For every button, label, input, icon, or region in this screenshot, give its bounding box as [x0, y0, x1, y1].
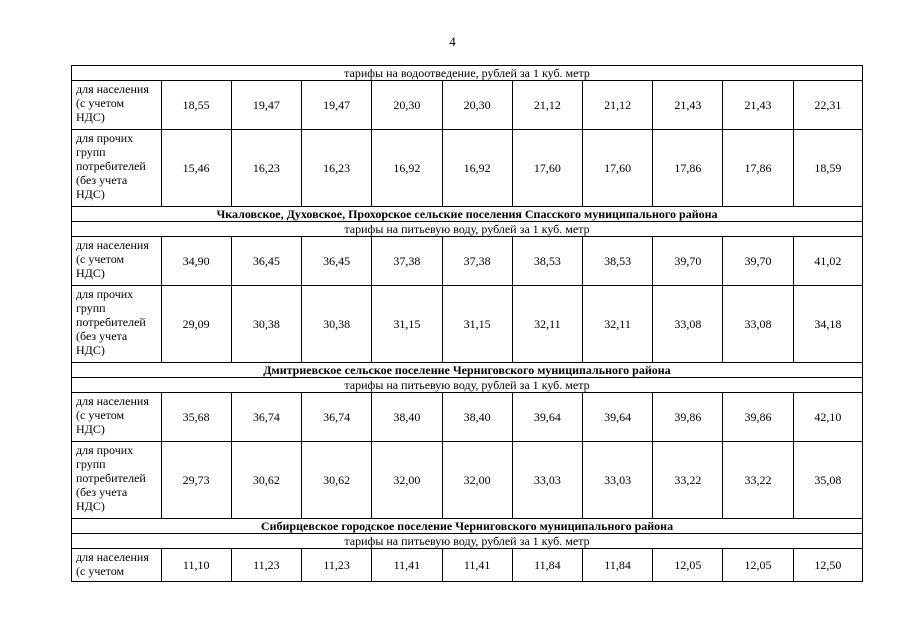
tariff-value-cell: 39,86: [723, 393, 793, 442]
tariff-value-cell: 22,31: [793, 81, 862, 130]
tariff-value-cell: 36,45: [302, 237, 372, 286]
label-line: (без учета: [76, 485, 128, 499]
tariff-value-cell: 31,15: [372, 286, 442, 363]
tariff-value-cell: 33,08: [653, 286, 723, 363]
tariff-value-cell: 17,86: [653, 130, 723, 207]
tariff-value-cell: 32,11: [512, 286, 582, 363]
consumer-group-label: [72, 549, 162, 582]
tariff-value-cell: 36,45: [231, 237, 301, 286]
section-header-row: [72, 363, 863, 378]
label-line: НДС): [76, 187, 105, 201]
tariff-value-cell: 29,73: [161, 442, 231, 519]
tariff-value-cell: 16,92: [442, 130, 512, 207]
tariff-value-cell: 11,23: [231, 549, 301, 582]
table-row: [72, 81, 863, 130]
label-line: групп: [76, 145, 106, 159]
label-line: (с учетом: [76, 408, 125, 422]
table-row: [72, 442, 863, 519]
tariff-value-cell: 12,05: [723, 549, 793, 582]
tariff-value-cell: 30,38: [302, 286, 372, 363]
tariff-value-cell: 11,84: [582, 549, 652, 582]
label-line: НДС): [76, 343, 105, 357]
tariff-value-cell: 17,60: [512, 130, 582, 207]
tariff-value-cell: 19,47: [302, 81, 372, 130]
tariff-table: [71, 65, 863, 582]
tariff-value-cell: 41,02: [793, 237, 862, 286]
tariff-value-cell: 18,55: [161, 81, 231, 130]
tariff-value-cell: 16,92: [372, 130, 442, 207]
table-row: [72, 130, 863, 207]
label-line: (с учетом: [76, 96, 125, 110]
tariff-value-cell: 36,74: [231, 393, 301, 442]
label-line: потребителей: [76, 315, 146, 329]
tariff-value-cell: 32,11: [582, 286, 652, 363]
label-line: (без учета: [76, 329, 128, 343]
tariff-value-cell: 38,53: [512, 237, 582, 286]
tariff-value-cell: 21,12: [582, 81, 652, 130]
label-line: для населения: [76, 238, 149, 252]
tariff-value-cell: 15,46: [161, 130, 231, 207]
section-header-row: [72, 519, 863, 534]
label-line: для населения: [76, 82, 149, 96]
label-line: групп: [76, 301, 106, 315]
label-line: НДС): [76, 266, 105, 280]
tariff-value-cell: 16,23: [302, 130, 372, 207]
tariff-value-cell: 11,41: [442, 549, 512, 582]
table-row: [72, 549, 863, 582]
tariff-value-cell: 11,23: [302, 549, 372, 582]
tariff-value-cell: 32,00: [442, 442, 512, 519]
tariff-value-cell: 33,03: [582, 442, 652, 519]
tariff-value-cell: 21,43: [653, 81, 723, 130]
tariff-value-cell: 39,70: [723, 237, 793, 286]
tariff-value-cell: 32,00: [372, 442, 442, 519]
tariff-value-cell: 33,22: [723, 442, 793, 519]
consumer-group-label: [72, 237, 162, 286]
tariff-subheader: тарифы на питьевую воду, рублей за 1 куб. метр: [72, 534, 863, 549]
table-row: [72, 393, 863, 442]
tariff-value-cell: 39,64: [582, 393, 652, 442]
label-line: (с учетом: [76, 252, 125, 266]
section-header: Сибирцевское городское поселение Черниговского муниципального района: [72, 519, 863, 534]
tariff-value-cell: 34,90: [161, 237, 231, 286]
tariff-value-cell: 33,03: [512, 442, 582, 519]
label-line: (без учета: [76, 173, 128, 187]
consumer-group-label: [72, 442, 162, 519]
tariff-value-cell: 31,15: [442, 286, 512, 363]
tariff-subheader: тарифы на питьевую воду, рублей за 1 куб. метр: [72, 378, 863, 393]
tariff-subheader: тарифы на питьевую воду, рублей за 1 куб. метр: [72, 222, 863, 237]
tariff-value-cell: 12,05: [653, 549, 723, 582]
tariff-subheader-row: [72, 66, 863, 81]
tariff-value-cell: 20,30: [372, 81, 442, 130]
label-line: для населения: [76, 550, 149, 564]
tariff-value-cell: 42,10: [793, 393, 862, 442]
label-line: (с учетом: [76, 564, 125, 578]
tariff-value-cell: 19,47: [231, 81, 301, 130]
consumer-group-label: [72, 81, 162, 130]
label-line: потребителей: [76, 159, 146, 173]
tariff-value-cell: 33,22: [653, 442, 723, 519]
section-header-row: [72, 207, 863, 222]
tariff-value-cell: 37,38: [372, 237, 442, 286]
tariff-value-cell: 34,18: [793, 286, 862, 363]
consumer-group-label: [72, 130, 162, 207]
tariff-value-cell: 21,12: [512, 81, 582, 130]
label-line: потребителей: [76, 471, 146, 485]
tariff-value-cell: 20,30: [442, 81, 512, 130]
tariff-subheader-row: [72, 534, 863, 549]
tariff-value-cell: 29,09: [161, 286, 231, 363]
tariff-value-cell: 30,62: [302, 442, 372, 519]
label-line: НДС): [76, 422, 105, 436]
tariff-value-cell: 11,41: [372, 549, 442, 582]
tariff-value-cell: 39,86: [653, 393, 723, 442]
table-row: [72, 237, 863, 286]
label-line: для прочих: [76, 443, 134, 457]
tariff-value-cell: 38,40: [372, 393, 442, 442]
table-row: [72, 286, 863, 363]
tariff-value-cell: 35,08: [793, 442, 862, 519]
tariff-value-cell: 11,84: [512, 549, 582, 582]
tariff-subheader-row: [72, 222, 863, 237]
label-line: для населения: [76, 394, 149, 408]
tariff-value-cell: 38,40: [442, 393, 512, 442]
tariff-value-cell: 30,62: [231, 442, 301, 519]
consumer-group-label: [72, 393, 162, 442]
page-number: 4: [449, 34, 456, 49]
tariff-subheader-row: [72, 378, 863, 393]
label-line: групп: [76, 457, 106, 471]
tariff-value-cell: 17,60: [582, 130, 652, 207]
section-header: Чкаловское, Духовское, Прохорское сельские поселения Спасского муниципального района: [72, 207, 863, 222]
tariff-value-cell: 11,10: [161, 549, 231, 582]
label-line: для прочих: [76, 131, 134, 145]
consumer-group-label: [72, 286, 162, 363]
tariff-value-cell: 12,50: [793, 549, 862, 582]
tariff-table-body: [72, 66, 863, 582]
tariff-subheader: тарифы на водоотведение, рублей за 1 куб. метр: [72, 66, 863, 81]
tariff-value-cell: 16,23: [231, 130, 301, 207]
tariff-value-cell: 36,74: [302, 393, 372, 442]
section-header: Дмитриевское сельское поселение Черниговского муниципального района: [72, 363, 863, 378]
tariff-value-cell: 35,68: [161, 393, 231, 442]
tariff-value-cell: 30,38: [231, 286, 301, 363]
label-line: НДС): [76, 499, 105, 513]
label-line: НДС): [76, 110, 105, 124]
tariff-value-cell: 39,64: [512, 393, 582, 442]
tariff-value-cell: 21,43: [723, 81, 793, 130]
tariff-value-cell: 33,08: [723, 286, 793, 363]
tariff-value-cell: 37,38: [442, 237, 512, 286]
tariff-value-cell: 38,53: [582, 237, 652, 286]
tariff-value-cell: 39,70: [653, 237, 723, 286]
label-line: для прочих: [76, 287, 134, 301]
tariff-value-cell: 17,86: [723, 130, 793, 207]
tariff-value-cell: 18,59: [793, 130, 862, 207]
